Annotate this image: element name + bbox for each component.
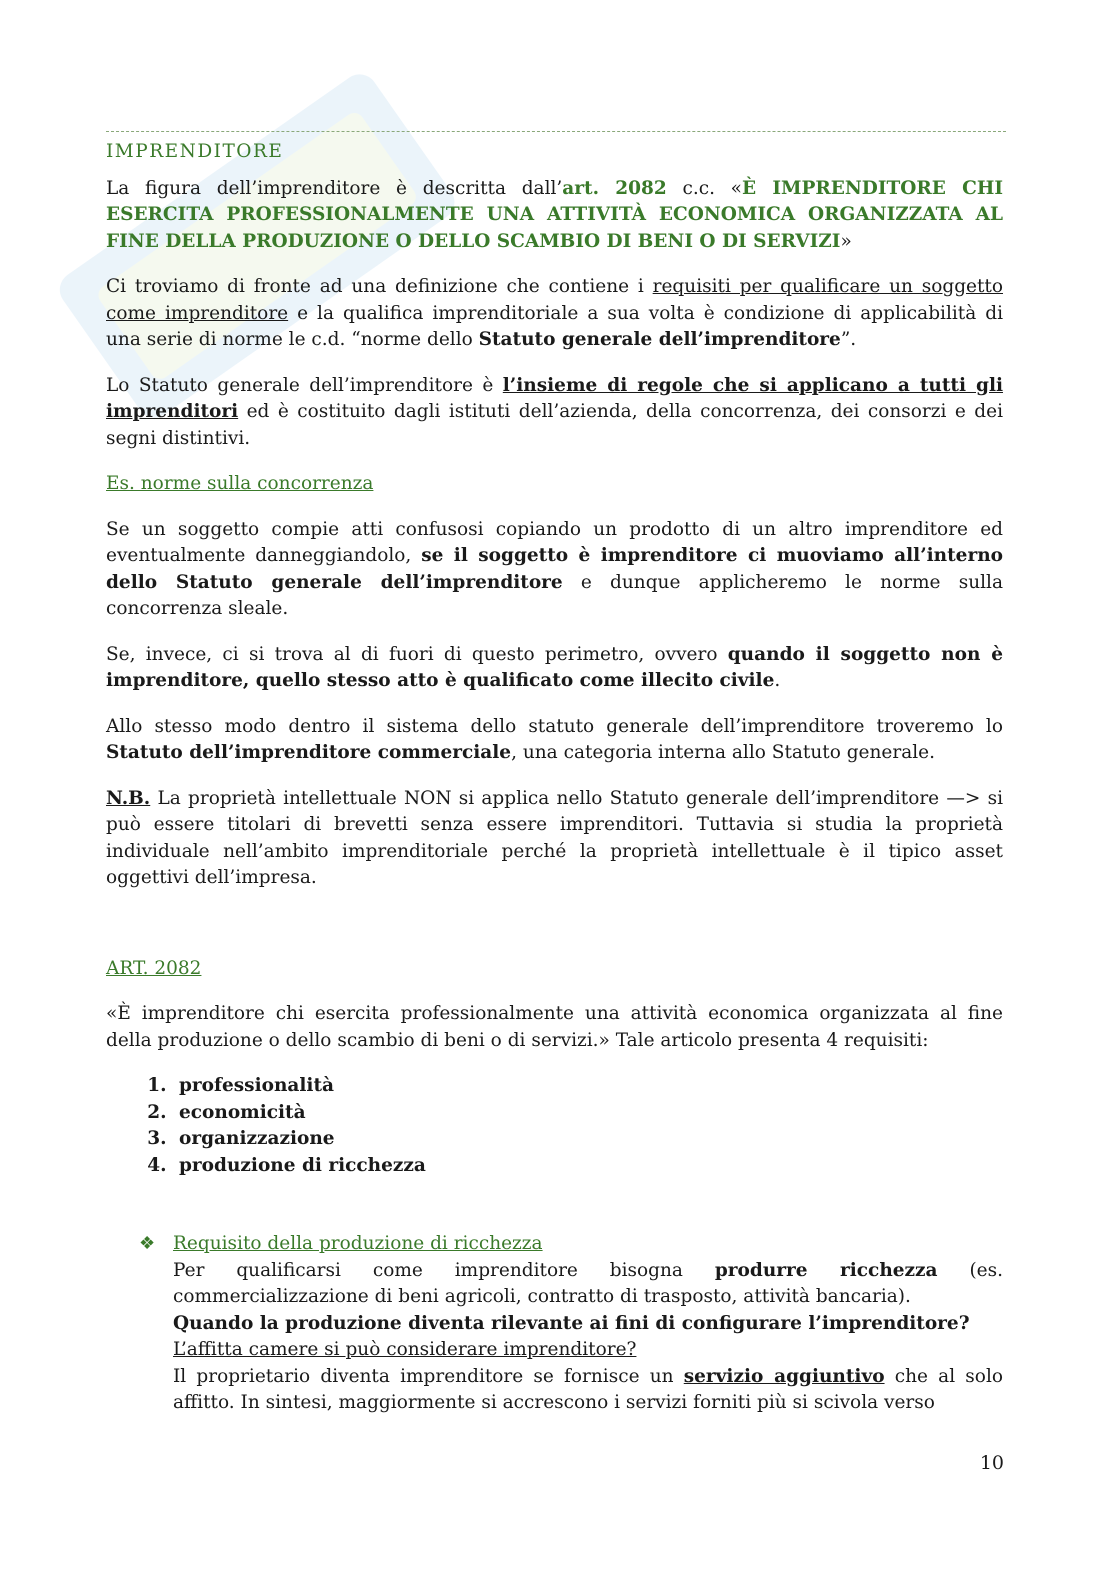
bullet-question: Quando la produzione diventa rilevante ai fini di configurare l’imprenditore? [173,1312,970,1334]
requisiti-paragraph: Ci troviamo di fronte ad una definizione che contiene i requisiti per qualificare un soggetto come imprenditore e la qualifica imprenditoriale a sua volta è condizione di applicabilità di una serie di norme le c.d. “norme dello Statuto generale dell’imprenditore”. [106,276,1003,350]
requirements-list [106,1073,1003,1179]
illecito-paragraph: Se, invece, ci si trova al di fuori di questo perimetro, ovvero quando il soggetto non è imprenditore, quello stesso atto è qualificato come illecito civile. [106,643,1003,691]
intro-paragraph: La figura dell’imprenditore è descritta dall’art. 2082 c.c. «È IMPRENDITORE CHI ESERCITA PROFESSIONALMENTE UNA ATTIVITÀ ECONOMICA ORGANIZZATA AL FINE DELLA PRODUZIONE O DELLO SCAMBIO DI BENI O DI SERVIZI» [106,177,1003,252]
list-item: 3. organizzazione [173,1126,1003,1153]
page-content [106,139,1003,1417]
page-number: 10 [979,1452,1004,1474]
nb-label: N.B. [106,787,151,809]
definition-quote: È IMPRENDITORE CHI ESERCITA PROFESSIONALMENTE UNA ATTIVITÀ ECONOMICA ORGANIZZATA AL FINE DELLA PRODUZIONE O DELLO SCAMBIO DI BENI O DI SERVIZI [106,177,1003,252]
bullet-title: Requisito della produzione di ricchezza [173,1233,543,1254]
bullet-paragraph-2: Il proprietario diventa imprenditore se fornisce un servizio aggiuntivo che al solo affitto. In sintesi, maggiormente si accrescono i servizi forniti più si scivola verso [173,1365,1003,1413]
list-item: 2. economicità [173,1100,1003,1127]
list-item: 1. professionalità [173,1073,1003,1100]
section-title-art-2082: ART. 2082 [106,957,202,979]
bullet-subquestion: L’affitta camere si può considerare imprenditore? [173,1339,637,1360]
section-title-imprenditore: IMPRENDITORE [106,141,284,162]
nb-paragraph: N.B. La proprietà intellettuale NON si applica nello Statuto generale dell’imprenditore —> si può essere titolari di brevetti senza essere imprenditori. Tuttavia si studia la proprietà individuale nell’ambito imprenditoriale perché la proprietà intellettuale è il tipico asset oggettivi dell’impresa. [106,787,1003,888]
bullet-paragraph-1: Per qualificarsi come imprenditore bisogna produrre ricchezza (es. commercializzazione di beni agricoli, contratto di trasposto, attività bancaria). [173,1259,1003,1307]
art-reference: art. 2082 [562,177,667,199]
bullet-produzione-ricchezza [139,1231,1003,1417]
art-2082-paragraph: «È imprenditore chi esercita professionalmente una attività economica organizzata al fine della produzione o dello scambio di beni o di servizi.» Tale articolo presenta 4 requisiti: [106,1003,1003,1051]
commerciale-paragraph: Allo stesso modo dentro il sistema dello statuto generale dell’imprenditore troveremo lo Statuto dell’imprenditore commerciale, una categoria interna allo Statuto generale. [106,715,1003,763]
statuto-paragraph: Lo Statuto generale dell’imprenditore è l’insieme di regole che si applicano a tutti gli imprenditori ed è costituito dagli istituti dell’azienda, della concorrenza, dei consorzi e dei segni distintivi. [106,374,1003,449]
diamond-bullet-icon: ❖ [139,1233,156,1254]
concorrenza-paragraph: Se un soggetto compie atti confusosi copiando un prodotto di un altro imprenditore ed eventualmente danneggiandolo, se il soggetto è imprenditore ci muoviamo all’interno dello Statuto generale dell’imprenditore e dunque applicheremo le norme sulla concorrenza sleale. [106,518,1003,619]
list-item: 4. produzione di ricchezza [173,1153,1003,1180]
top-divider [106,131,1006,132]
subheading-concorrenza: Es. norme sulla concorrenza [106,473,374,494]
